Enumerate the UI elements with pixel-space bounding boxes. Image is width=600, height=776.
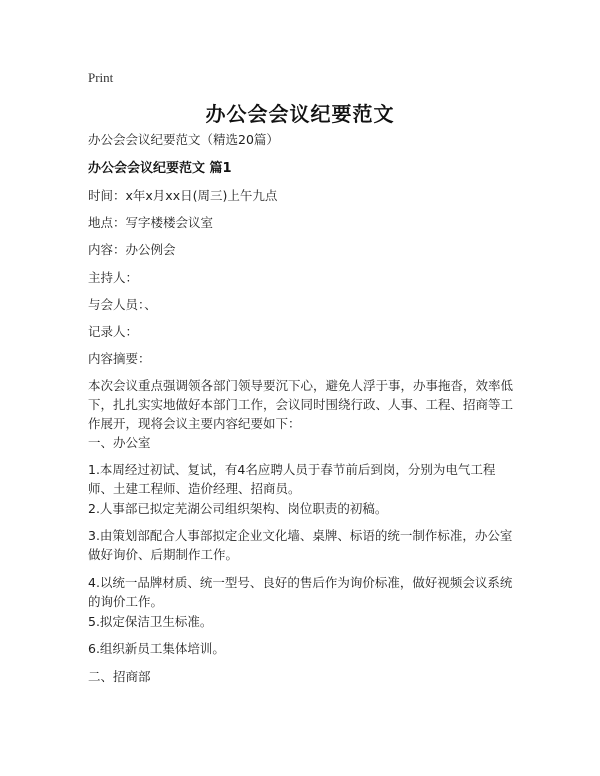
meeting-host: 主持人： [88,270,139,285]
meeting-recorder: 记录人： [88,324,139,339]
list-item: 5.拟定保洁卫生标准。 [88,614,213,629]
document-subtitle: 办公会会议纪要范文（精选20篇） [88,132,279,147]
section-heading: 办公会会议纪要范文 篇1 [88,161,232,176]
list-item: 1.本周经过初试、复试，有4名应聘人员于春节前后到岗，分别为电气工程师、土建工程师、造价经理、招商员。 [88,462,496,496]
meeting-content: 内容：办公例会 [88,242,176,257]
meeting-attendees: 与会人员：、 [88,297,157,312]
summary-label: 内容摘要： [88,351,151,366]
page-title: 办公会会议纪要范文 [205,102,395,126]
meeting-location: 地点：写字楼楼会议室 [88,215,214,230]
recruit-heading: 二、招商部 [88,669,151,684]
office-heading: 一、办公室 [88,435,151,450]
list-item: 3.由策划部配合人事部拟定企业文化墙、桌牌、标语的统一制作标准，办公室做好询价、后期制作工作。 [88,528,513,562]
meeting-time: 时间：x年x月xx日(周三)上午九点 [88,188,278,203]
list-item: 6.组织新员工集体培训。 [88,641,225,656]
print-link[interactable]: Print [88,70,114,85]
list-item: 4.以统一品牌材质、统一型号、良好的售后作为询价标准，做好视频会议系统的询价工作。 [88,575,513,609]
summary-body: 本次会议重点强调领各部门领导要沉下心，避免人浮于事，办事拖沓，效率低下，扎扎实实地做好本部门工作，会议同时围绕行政、人事、工程、招商等工作展开，现将会议主要内容纪要如下： [88,378,514,431]
list-item: 2.人事部已拟定芜湖公司组织架构、岗位职责的初稿。 [88,501,388,516]
